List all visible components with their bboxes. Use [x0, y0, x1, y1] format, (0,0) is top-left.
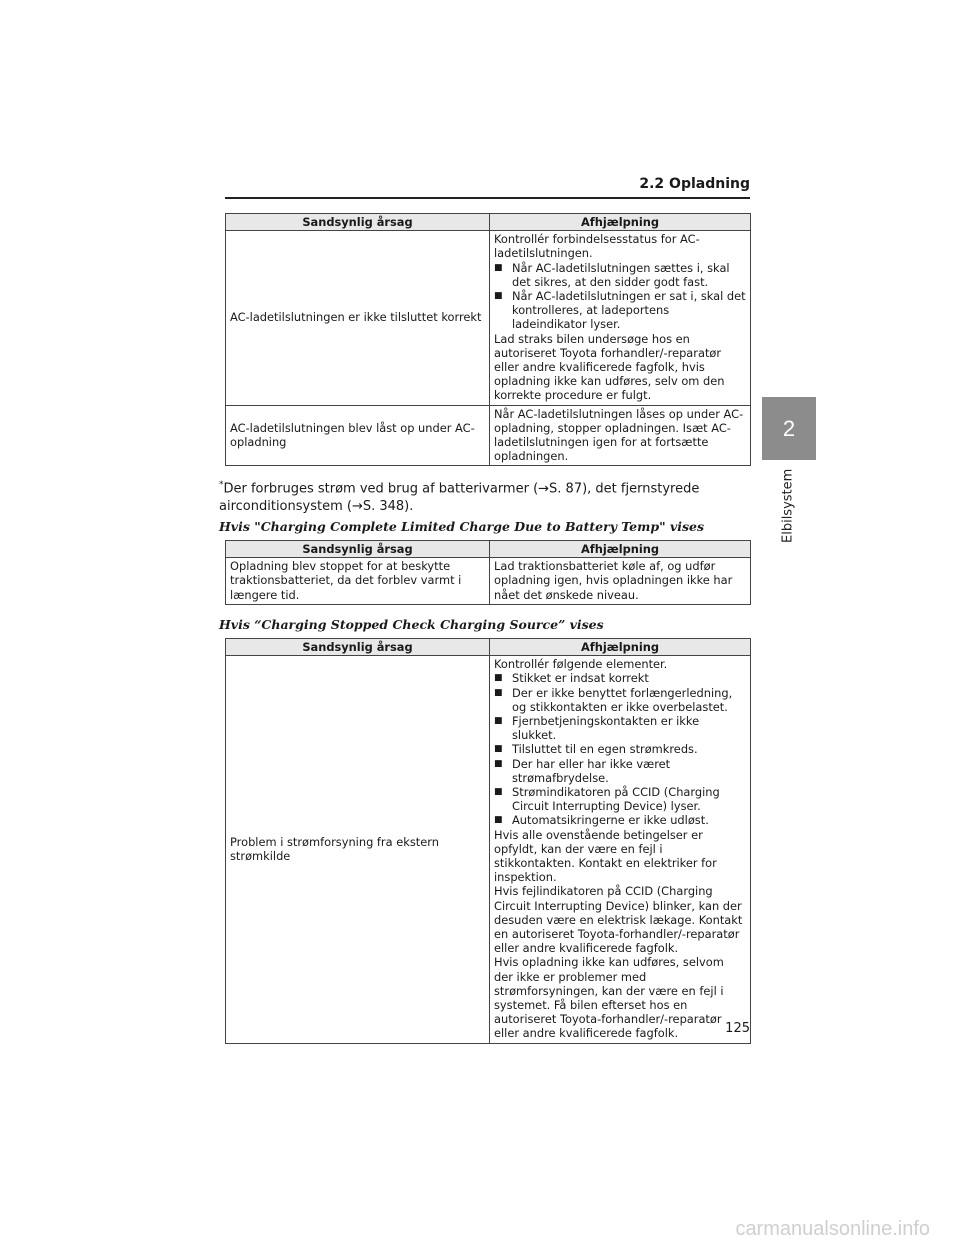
chapter-number: 2 — [782, 415, 796, 441]
table-header-row — [226, 639, 751, 656]
table-row — [226, 558, 751, 605]
chapter-tab — [762, 397, 816, 460]
column-header-remedy: Afhjælpning — [490, 639, 751, 656]
watermark: carmanualsonline.info — [735, 1218, 930, 1240]
cause-remedy-table-1 — [225, 213, 751, 466]
remedy-paragraph: Hvis opladning ikke kan udføres, selvom der ikke er problemer med strømforsyningen, kan der være en fejl i systemet. Få bilen efterset hos en autoriseret Toyota-forhandler/-reparatør eller andre kvalificerede fagfolk. — [494, 955, 724, 1041]
remedy-paragraph: Hvis alle ovenstående betingelser er opfyldt, kan der være en fejl i stikkontakten. Kontakt en elektriker for inspektion. — [494, 827, 717, 885]
column-header-cause: Sandsynlig årsag — [226, 639, 490, 656]
list-item: ■ Når AC-ladetilslutningen er sat i, skal det kontrolleres, at ladeportens ladeindikator lyser. — [494, 289, 746, 332]
cause-cell: Opladning blev stoppet for at beskytte traktionsbatteriet, da det forblev varmt i længere tid. — [226, 558, 490, 605]
remedy-cell: Lad traktionsbatteriet køle af, og udfør opladning igen, hvis opladningen ikke har nået det ønskede niveau. — [490, 558, 751, 605]
column-header-cause: Sandsynlig årsag — [226, 214, 490, 231]
table-header-row — [226, 541, 751, 558]
section-header: 2.2 Opladning — [225, 176, 750, 199]
section-heading-battery-temp: Hvis "Charging Complete Limited Charge Due to Battery Temp" vises — [219, 519, 704, 534]
cause-remedy-table-3 — [225, 638, 751, 1044]
remedy-cell: Når AC-ladetilslutningen låses op under AC-opladning, stopper opladningen. Isæt AC-ladetilslutningen igen for at fortsætte opladningen. — [490, 405, 751, 466]
square-bullet-icon: ■ — [494, 262, 503, 273]
list-item: ■ Der har eller har ikke været strømafbrydelse. — [494, 756, 671, 785]
square-bullet-icon: ■ — [494, 673, 503, 684]
column-header-remedy: Afhjælpning — [490, 214, 751, 231]
remedy-paragraph: Hvis fejlindikatoren på CCID (Charging Circuit Interrupting Device) blinker, kan der desuden være en elektrisk lækage. Kontakt en autoriseret Toyota-forhandler/-reparatør eller andre kvalificerede fagfolk. — [494, 884, 743, 956]
list-item: ■ Strømindikatoren på CCID (Charging Circuit Interrupting Device) lyser. — [494, 785, 720, 814]
square-bullet-icon: ■ — [494, 815, 503, 826]
footnote-marker: * — [219, 480, 224, 490]
list-item: ■ Fjernbetjeningskontakten er ikke slukket. — [494, 714, 700, 743]
cause-cell: AC-ladetilslutningen blev låst op under AC-opladning — [226, 405, 490, 466]
table-header-row — [226, 214, 751, 231]
square-bullet-icon: ■ — [494, 687, 503, 698]
table-row — [226, 405, 751, 466]
remedy-cell — [490, 656, 751, 1043]
square-bullet-icon: ■ — [494, 758, 503, 769]
cause-cell: AC-ladetilslutningen er ikke tilsluttet korrekt — [226, 231, 490, 405]
page-number: 125 — [725, 1021, 750, 1036]
list-item: ■ Stikket er indsat korrekt — [494, 671, 649, 686]
remedy-cell — [490, 231, 751, 405]
remedy-outro: Lad straks bilen undersøge hos en autoriseret Toyota forhandler/-reparatør eller andre kvalificerede fagfolk, hvis opladning ikke kan udføres, selv om den korrekte procedure er fulgt. — [494, 331, 725, 403]
list-item: ■ Når AC-ladetilslutningen sættes i, skal det sikres, at den sidder godt fast. — [494, 260, 730, 289]
column-header-remedy: Afhjælpning — [490, 541, 751, 558]
list-item: ■ Der er ikke benyttet forlængerledning, og stikkontakten er ikke overbelastet. — [494, 685, 733, 714]
remedy-intro: Kontrollér forbindelsesstatus for AC-ladetilslutningen. — [494, 232, 700, 261]
square-bullet-icon: ■ — [494, 787, 503, 798]
section-heading-charging-stopped: Hvis “Charging Stopped Check Charging Source” vises — [219, 617, 604, 632]
column-header-cause: Sandsynlig årsag — [226, 541, 490, 558]
table-row — [226, 231, 751, 405]
square-bullet-icon: ■ — [494, 716, 503, 727]
list-item: ■ Tilsluttet til en egen strømkreds. — [494, 742, 698, 757]
list-item: ■ Automatsikringerne er ikke udløst. — [494, 813, 709, 828]
footnote — [219, 476, 749, 516]
square-bullet-icon: ■ — [494, 291, 503, 302]
cause-remedy-table-2 — [225, 540, 751, 605]
square-bullet-icon: ■ — [494, 744, 503, 755]
table-row — [226, 656, 751, 1043]
cause-cell: Problem i strømforsyning fra ekstern strømkilde — [226, 656, 490, 1043]
chapter-label: Elbilsystem — [780, 468, 796, 544]
footnote-text: Der forbruges strøm ved brug af batterivarmer (→S. 87), det fjernstyrede airconditionsystem (→S. 348). — [219, 481, 700, 515]
remedy-intro: Kontrollér følgende elementer. — [494, 657, 668, 672]
